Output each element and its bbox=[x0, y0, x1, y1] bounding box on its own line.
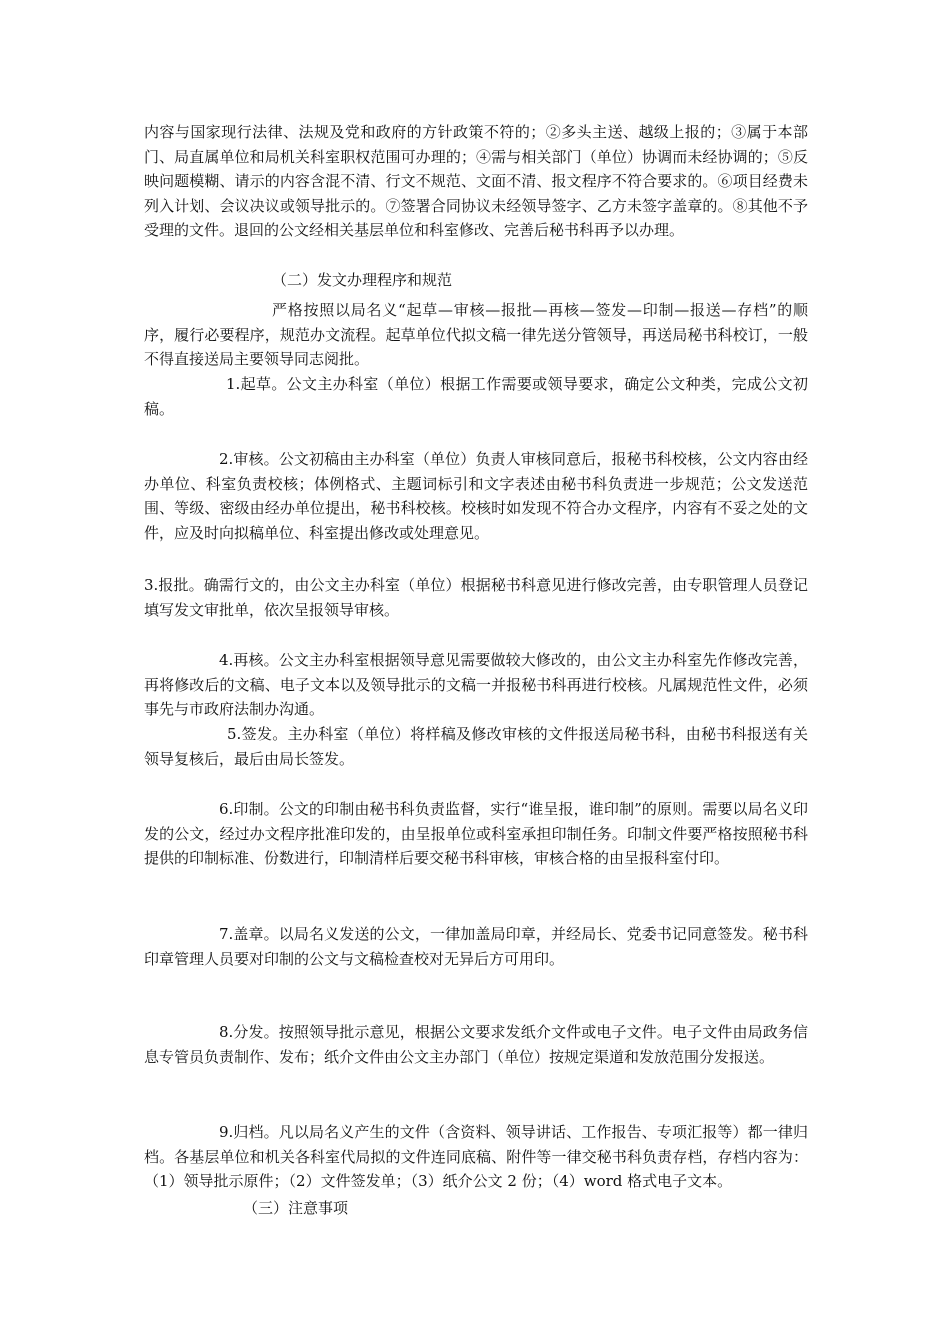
paragraph-step-1-drafting: 1.起草。公文主办科室（单位）根据工作需要或领导要求，确定公文种类，完成公文初稿。 bbox=[144, 375, 808, 418]
paragraph-step-3-approval: 3.报批。确需行文的，由公文主办科室（单位）根据秘书科意见进行修改完善，由专职管理人员登记填写发文审批单，依次呈报领导审核。 bbox=[144, 576, 808, 619]
paragraph-step-8-distribution: 8.分发。按照领导批示意见，根据公文要求发纸介文件或电子文件。电子文件由局政务信息专管员负责制作、发布；纸介文件由公文主办部门（单位）按规定渠道和发放范围分发报送。 bbox=[144, 1023, 808, 1066]
paragraph-procedure-overview: 严格按照以局名义“起草—审核—报批—再核—签发—印制—报送—存档”的顺序，履行必要程序，规范办文流程。起草单位代拟文稿一律先送分管领导，再送局秘书科校订，一般不得直接送局主要领导同志阅批。 bbox=[144, 301, 808, 369]
paragraph-step-9-archiving: 9.归档。凡以局名义产生的文件（含资料、领导讲话、工作报告、专项汇报等）都一律归档。各基层单位和机关各科室代局拟的文件连同底稿、附件等一律交秘书科负责存档，存档内容为：（1）领导批示原件；（2）文件签发单；（3）纸介公文 2 份；（4）word 格式电子文本。 bbox=[144, 1123, 808, 1191]
section-heading-notes: （三）注意事项 bbox=[243, 1199, 349, 1217]
paragraph-step-7-sealing: 7.盖章。以局名义发送的公文，一律加盖局印章，并经局长、党委书记同意签发。秘书科印章管理人员要对印制的公文与文稿检查校对无异后方可用印。 bbox=[144, 925, 808, 968]
paragraph-step-5-signoff: 5.签发。主办科室（单位）将样稿及修改审核的文件报送局秘书科，由秘书科报送有关领导复核后，最后由局长签发。 bbox=[144, 725, 808, 768]
paragraph-rejection-criteria: 内容与国家现行法律、法规及党和政府的方针政策不符的；②多头主送、越级上报的；③属于本部门、局直属单位和局机关科室职权范围可办理的；④需与相关部门（单位）协调而未经协调的；⑤反映问题模糊、请示的内容含混不清、行文不规范、文面不清、报文程序不符合要求的。⑥项目经费未列入计划、会议决议或领导批示的。⑦签署合同协议未经领导签字、乙方未签字盖章的。⑧其他不予受理的文件。退回的公文经相关基层单位和科室修改、完善后秘书科再予以办理。 bbox=[144, 123, 808, 240]
paragraph-step-4-recheck: 4.再核。公文主办科室根据领导意见需要做较大修改的，由公文主办科室先作修改完善，再将修改后的文稿、电子文本以及领导批示的文稿一并报秘书科再进行校核。凡属规范性文件，必须事先与市政府法制办沟通。 bbox=[144, 651, 808, 719]
paragraph-step-2-review: 2.审核。公文初稿由主办科室（单位）负责人审核同意后，报秘书科校核，公文内容由经办单位、科室负责校核；体例格式、主题词标引和文字表述由秘书科负责进一步规范；公文发送范围、等级、密级由经办单位提出，秘书科校核。校核时如发现不符合办文程序，内容有不妥之处的文件，应及时向拟稿单位、科室提出修改或处理意见。 bbox=[144, 450, 808, 542]
section-heading-outgoing-procedure: （二）发文办理程序和规范 bbox=[272, 271, 453, 289]
paragraph-step-6-printing: 6.印制。公文的印制由秘书科负责监督，实行“谁呈报，谁印制”的原则。需要以局名义印发的公文，经过办文程序批准印发的，由呈报单位或科室承担印制任务。印制文件要严格按照秘书科提供的印制标准、份数进行，印制清样后要交秘书科审核，审核合格的由呈报科室付印。 bbox=[144, 800, 808, 868]
